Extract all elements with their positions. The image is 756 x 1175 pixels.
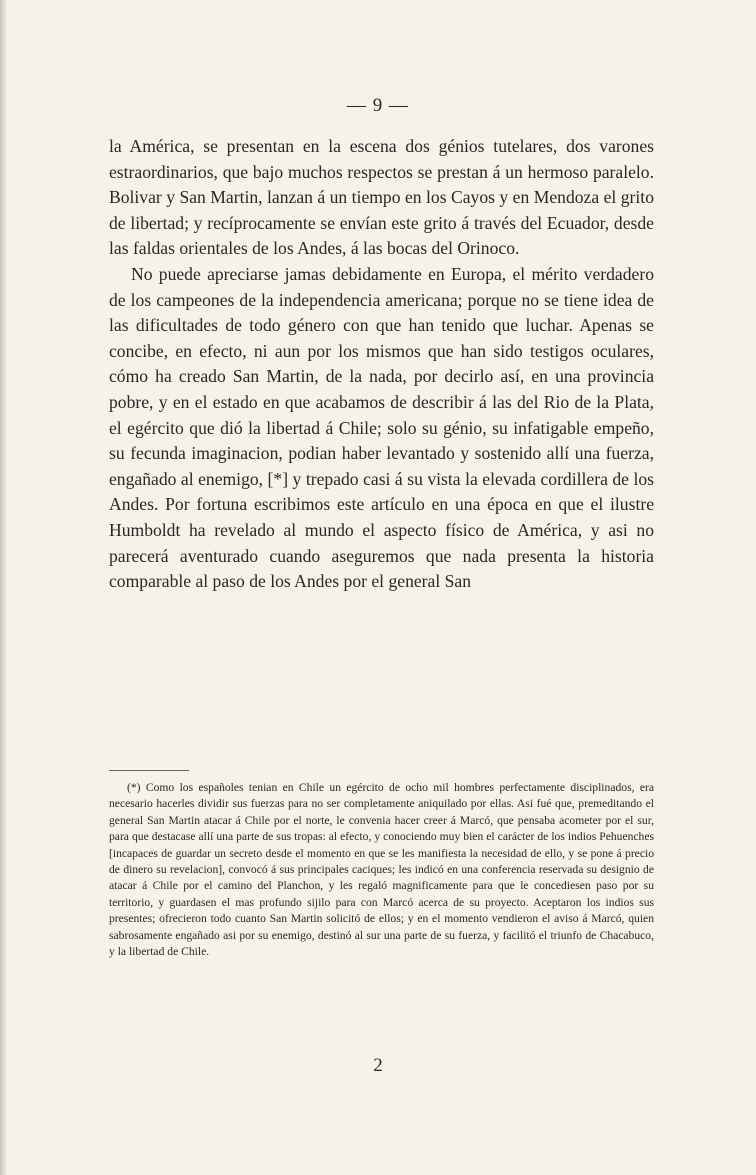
body-text: [109, 134, 654, 595]
footnote: [109, 780, 654, 960]
page-edge: [0, 0, 6, 1175]
footnote-divider: [109, 770, 189, 771]
signature-mark: 2: [373, 1055, 383, 1076]
paragraph-1: la América, se presentan en la escena dos génios tutelares, dos varones estraordinarios, que bajo muchos respectos se prestan á un hermoso paralelo. Bolivar y San Martin, lanzan á un tiempo en los Cayos y en Mendoza el grito de libertad; y recíprocamente se envían este grito á través del Ecuador, desde las faldas orientales de los Andes, á las bocas del Orinoco.: [109, 136, 654, 259]
footnote-text: (*) Como los españoles tenian en Chile un egército de ocho mil hombres perfectamente disciplinados, era necesario hacerles dividir sus fuerzas para no ser completamente aniquilado por ellas. Asi fué que, premeditando el general San Martin atacar á Chile por el norte, le convenia hacer creer á Marcó, que pensaba acometer por el sur, para que destacase allí una parte de sus tropas: al efecto, y conociendo muy bien el carácter de los indios Pehuenches [incapaces de guardar un secreto desde el momento en que se les manifiesta la necesidad de ello, y se pone á precio de dinero su revelacion], convocó á sus principales caciques; les indicó en una conferencia reservada su designio de atacar á Chile por el camino del Planchon, y les regaló magnificamente para que le concediesen paso por su territorio, y guardasen el mas profundo sijilo para con Marcó acerca de su proyecto. Aceptaron los indios sus presentes; ofrecieron todo cuanto San Martin solicitó de ellos; y en el momento vendieron el aviso á Marcó, quien sabrosamente engañado asi por su enemigo, destinó al sur una parte de su fuerza, y facilitó el triunfo de Chacabuco, y la libertad de Chile.: [109, 781, 654, 959]
paragraph-2: No puede apreciarse jamas debidamente en Europa, el mérito verdadero de los campeones de la independencia americana; porque no se tiene idea de las dificultades de todo género con que han tenido que luchar. Apenas se concibe, en efecto, ni aun por los mismos que han sido testigos oculares, cómo ha creado San Martin, de la nada, por decirlo así, en una provincia pobre, y en el estado en que acabamos de describir á las del Rio de la Plata, el egército que dió la libertad á Chile; solo su génio, su infatigable empeño, su fecunda imaginacion, podian haber levantado y sostenido allí una fuerza, engañado al enemigo, [*] y trepado casi á su vista la elevada cordillera de los Andes. Por fortuna escribimos este artículo en una época en que el ilustre Humboldt ha revelado al mundo el aspecto físico de América, y asi no parecerá aventurado cuando aseguremos que nada presenta la historia comparable al paso de los Andes por el general San: [109, 263, 654, 592]
page-number: — 9 —: [347, 95, 409, 116]
